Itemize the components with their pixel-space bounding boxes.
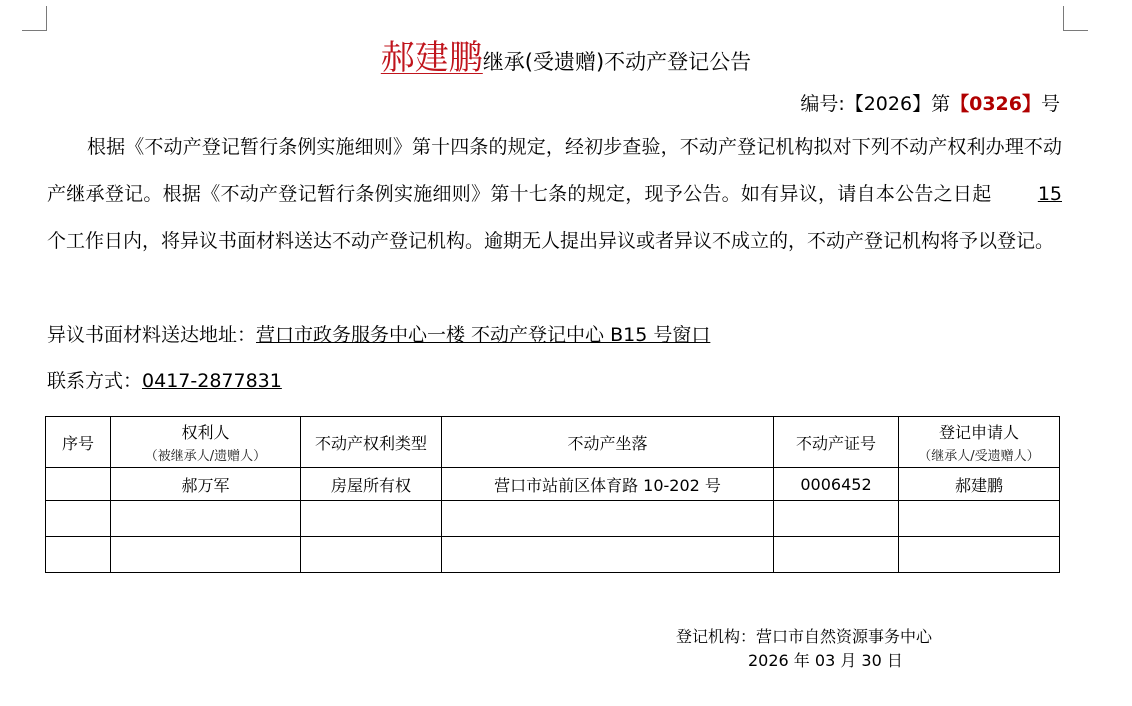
notice-date: 2026 年 03 月 30 日 [748, 651, 903, 670]
notice-title [0, 30, 1132, 79]
header-holder-main: 权利人 [181, 423, 230, 442]
header-seq: 序号 [46, 417, 111, 468]
empty-cell [301, 537, 442, 573]
table-row-empty [46, 501, 1060, 537]
header-holder [111, 417, 301, 468]
header-applicant-sub: （继承人/受遗赠人） [918, 449, 1040, 464]
empty-cell [899, 501, 1060, 537]
document-number [800, 89, 1060, 116]
page-corner-mark-top-right [1063, 6, 1088, 31]
empty-cell [774, 501, 899, 537]
cell-applicant: 郝建鹏 [899, 468, 1060, 501]
empty-cell [111, 537, 301, 573]
docno-number: 【0326】 [950, 93, 1041, 115]
paragraph-part-a: 根据《不动产登记暂行条例实施细则》第十四条的规定，经初步查验，不动产登记机构拟对下列不动产权利办理不动产继承登记。根据《不动产登记暂行条例实施细则》第十七条的规定，现予公告。如有异议，请自本公告之日起 [47, 136, 1062, 205]
notice-body-paragraph [47, 124, 1062, 265]
docno-label: 编号: [800, 93, 845, 115]
empty-cell [899, 537, 1060, 573]
docno-suffix: 号 [1040, 93, 1060, 115]
cell-cert: 0006452 [774, 468, 899, 501]
address-value: 营口市政务服务中心一楼 不动产登记中心 B15 号窗口 [256, 324, 711, 346]
header-cert: 不动产证号 [774, 417, 899, 468]
contact-line [47, 366, 282, 393]
title-name: 郝建鹏 [380, 38, 483, 78]
empty-cell [46, 537, 111, 573]
objection-days: 15 [1037, 183, 1062, 205]
empty-cell [46, 501, 111, 537]
cell-seq [46, 468, 111, 501]
cell-right-type: 房屋所有权 [301, 468, 442, 501]
table-header-row [46, 417, 1060, 468]
empty-cell [301, 501, 442, 537]
header-applicant [899, 417, 1060, 468]
empty-cell [442, 537, 774, 573]
property-table [45, 416, 1060, 573]
table-row [46, 468, 1060, 501]
contact-label: 联系方式： [47, 370, 143, 392]
docno-mid: 第 [931, 93, 951, 115]
docno-year: 【2026】 [844, 93, 932, 115]
cell-location: 营口市站前区体育路 10-202 号 [442, 468, 774, 501]
empty-cell [774, 537, 899, 573]
empty-cell [111, 501, 301, 537]
header-holder-sub: （被继承人/遗赠人） [144, 449, 267, 464]
page-corner-mark-top-left [22, 6, 47, 31]
contact-value: 0417-2877831 [142, 370, 282, 392]
header-applicant-main: 登记申请人 [938, 423, 1019, 442]
objection-address-line [47, 320, 710, 347]
address-label: 异议书面材料送达地址： [47, 324, 257, 346]
paragraph-part-b: 个工作日内，将异议书面材料送达不动产登记机构。逾期无人提出异议或者异议不成立的，不动产登记机构将予以登记。 [47, 230, 1055, 252]
registration-authority: 登记机构：营口市自然资源事务中心 [676, 627, 933, 646]
empty-cell [442, 501, 774, 537]
title-text: 继承(受遗赠)不动产登记公告 [482, 50, 752, 74]
header-location: 不动产坐落 [442, 417, 774, 468]
header-right-type: 不动产权利类型 [301, 417, 442, 468]
cell-holder: 郝万军 [111, 468, 301, 501]
table-row-empty [46, 537, 1060, 573]
